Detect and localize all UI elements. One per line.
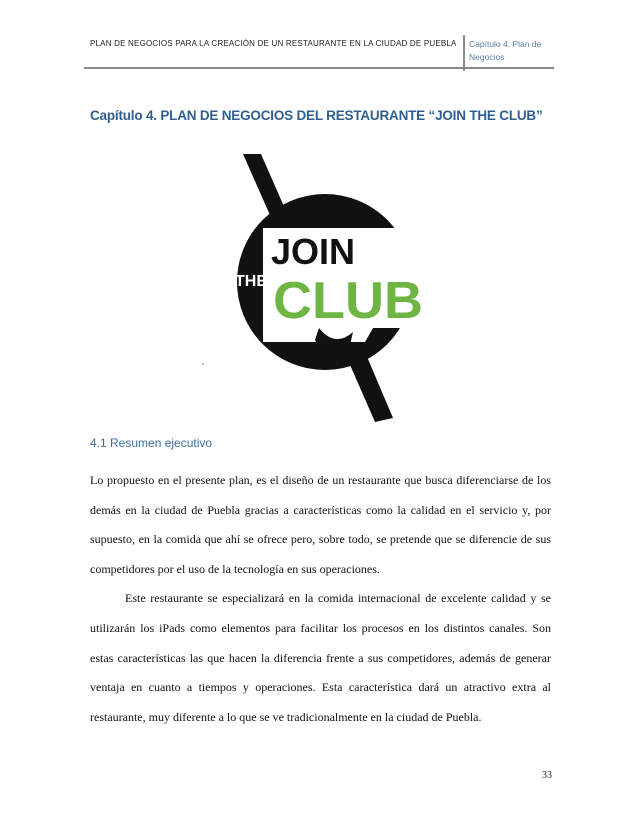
logo-word-join: JOIN [271,231,356,272]
chapter-title: Capítulo 4. PLAN DE NEGOCIOS DEL RESTAURANTE “JOIN THE CLUB” [90,108,543,123]
logo-word-club: CLUB [273,272,423,330]
running-header-title: PLAN DE NEGOCIOS PARA LA CREACIÓN DE UN RESTAURANTE EN LA CIUDAD DE PUEBLA [90,39,457,48]
paragraph-2: Este restaurante se especializará en la comida internacional de excelente calidad y se utilizarán los iPads como elementos para facilitar los procesos en los distintos canales. Son estas características las que hacen la diferencia frente a sus competidores, además de generar ventaja en cuanto a tiempos y operaciones. Esta característica dará un atractivo extra al restaurante, muy diferente a lo que se ve tradicionalmente en la ciudad de Puebla. [90,591,551,724]
running-header-chapter-line1: Capítulo 4. Plan de [469,39,542,49]
header-separator [463,35,465,71]
logo-word-the: THE [235,273,267,290]
section-heading: 4.1 Resumen ejecutivo [90,436,213,450]
header-rule [84,67,554,69]
running-header-chapter [469,38,579,64]
stray-mark: ´ [201,362,205,374]
running-header-chapter-line2: Negocios [469,52,505,62]
join-the-club-logo [215,152,435,424]
paragraph-1: Lo propuesto en el presente plan, es el diseño de un restaurante que busca diferenciarse de los demás en la ciudad de Puebla gracias a características como la calidad en el servicio y, por supuesto, en la comida que ahí se ofrece pero, sobre todo, se pretende que se diferencie de sus competidores por el uso de la tecnología en sus operaciones. [90,473,551,576]
body-text [90,466,551,732]
page-number: 33 [542,770,552,781]
